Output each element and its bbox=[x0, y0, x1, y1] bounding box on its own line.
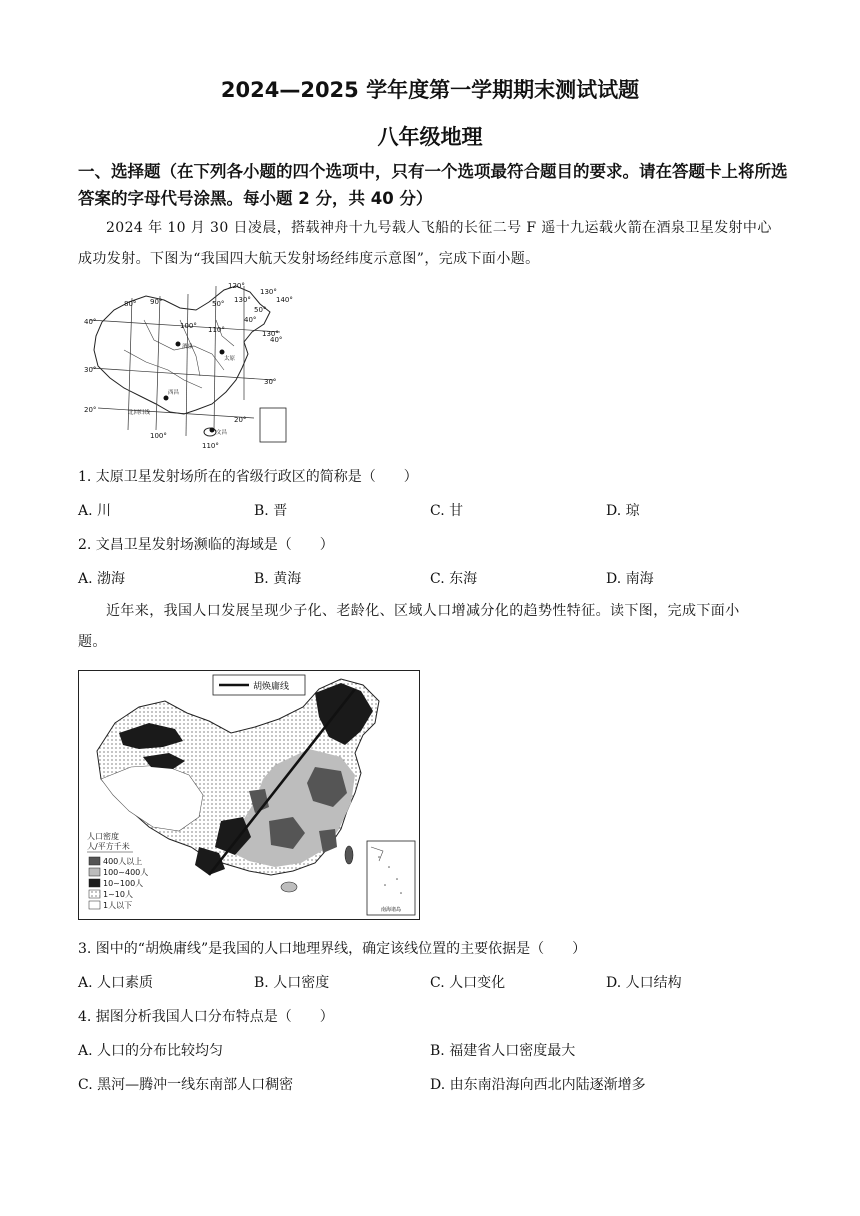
map1-label: 130° bbox=[260, 288, 277, 296]
map1-label: 130° bbox=[262, 330, 279, 338]
q2-option-b[interactable]: B. 黄海 bbox=[254, 571, 302, 587]
q4-option-a[interactable]: A. 人口的分布比较均匀 bbox=[78, 1043, 224, 1059]
map1-place: 酒泉 bbox=[182, 344, 194, 350]
population-density-map bbox=[78, 670, 420, 920]
q2-option-a[interactable]: A. 渤海 bbox=[78, 571, 126, 587]
density-class-label: 1~10人 bbox=[103, 890, 133, 899]
launch-sites-map bbox=[84, 280, 294, 450]
question-2-stem: 2. 文昌卫星发射场濒临的海域是（ ） bbox=[78, 537, 334, 553]
map1-label: 30° bbox=[264, 378, 277, 386]
map1-label: 40° bbox=[84, 318, 97, 326]
density-class-label: 400人以上 bbox=[103, 857, 143, 866]
map1-label: 130° bbox=[234, 296, 251, 304]
map1-label: 110° bbox=[208, 326, 225, 334]
density-class-label: 100~400人 bbox=[103, 868, 149, 877]
q3-option-c[interactable]: C. 人口变化 bbox=[430, 975, 506, 991]
map1-label: 50° bbox=[254, 306, 267, 314]
q1-option-b[interactable]: B. 晋 bbox=[254, 503, 288, 519]
map1-place: 太原 bbox=[224, 356, 236, 362]
exam-title: 2024—2025 学年度第一学期期末测试试题 bbox=[220, 78, 640, 102]
density-class-label: 1人以下 bbox=[103, 901, 133, 910]
map1-label: 100° bbox=[180, 322, 197, 330]
q1-option-c[interactable]: C. 甘 bbox=[430, 503, 464, 519]
q2-option-d[interactable]: D. 南海 bbox=[606, 571, 654, 587]
map1-label: 110° bbox=[202, 442, 219, 450]
q3-option-b[interactable]: B. 人口密度 bbox=[254, 975, 330, 991]
exam-subtitle: 八年级地理 bbox=[377, 125, 483, 149]
intro2-line-2: 题。 bbox=[78, 634, 107, 650]
map1-label: 90° bbox=[150, 298, 163, 306]
map1-place: 北回归线 bbox=[128, 410, 151, 416]
q3-option-d[interactable]: D. 人口结构 bbox=[606, 975, 682, 991]
map1-label: 20° bbox=[234, 416, 247, 424]
density-legend-title: 人口密度 bbox=[87, 832, 119, 841]
question-1-stem: 1. 太原卫星发射场所在的省级行政区的简称是（ ） bbox=[78, 469, 418, 485]
launch-sites-map-svg bbox=[84, 280, 294, 450]
wenchang-site-icon bbox=[210, 428, 215, 433]
map1-label: 30° bbox=[84, 366, 97, 374]
question-3-stem: 3. 图中的“胡焕庸线”是我国的人口地理界线，确定该线位置的主要依据是（ ） bbox=[78, 941, 587, 957]
question-4-stem: 4. 据图分析我国人口分布特点是（ ） bbox=[78, 1009, 334, 1025]
taiyuan-site-icon bbox=[220, 350, 225, 355]
xichang-site-icon bbox=[164, 396, 169, 401]
map1-label: 40° bbox=[270, 336, 283, 344]
map1-label: 80° bbox=[124, 300, 137, 308]
q4-option-d[interactable]: D. 由东南沿海向西北内陆逐渐增多 bbox=[430, 1077, 646, 1093]
map1-label: 120° bbox=[228, 282, 245, 290]
map1-label: 40° bbox=[244, 316, 257, 324]
map1-place: 西昌 bbox=[168, 390, 180, 396]
q1-option-a[interactable]: A. 川 bbox=[78, 503, 112, 519]
q3-option-a[interactable]: A. 人口素质 bbox=[78, 975, 154, 991]
population-density-map-svg bbox=[79, 671, 419, 919]
map1-label: 100° bbox=[150, 432, 167, 440]
map1-place: 文昌 bbox=[216, 430, 228, 436]
map1-label: 50° bbox=[212, 300, 225, 308]
density-class-label: 10~100人 bbox=[103, 879, 144, 888]
intro-line-2: 成功发射。下图为“我国四大航天发射场经纬度示意图”，完成下面小题。 bbox=[78, 251, 540, 267]
q1-option-d[interactable]: D. 琼 bbox=[606, 503, 640, 519]
q4-option-c[interactable]: C. 黑河—腾冲一线东南部人口稠密 bbox=[78, 1077, 294, 1093]
section-heading: 一、选择题（在下列各小题的四个选项中，只有一个选项最符合题目的要求。请在答题卡上将所选答案的字母代号涂黑。每小题 2 分，共 40 分） bbox=[78, 162, 788, 208]
map1-label: 140° bbox=[276, 296, 293, 304]
q4-option-b[interactable]: B. 福建省人口密度最大 bbox=[430, 1043, 576, 1059]
inset-label: 南海诸岛 bbox=[381, 907, 402, 913]
intro-line-1: 2024 年 10 月 30 日凌晨，搭载神舟十九号载人飞船的长征二号 F 遥十九运载火箭在酒泉卫星发射中心 bbox=[106, 220, 772, 236]
hu-line-legend-label: 胡焕庸线 bbox=[253, 682, 290, 692]
jiuquan-site-icon bbox=[176, 342, 181, 347]
density-legend-unit: 人/平方千米 bbox=[87, 842, 130, 851]
q2-option-c[interactable]: C. 东海 bbox=[430, 571, 478, 587]
map1-label: 20° bbox=[84, 406, 97, 414]
intro2-line-1: 近年来，我国人口发展呈现少子化、老龄化、区域人口增减分化的趋势性特征。读下图，完成下面小 bbox=[106, 603, 740, 619]
